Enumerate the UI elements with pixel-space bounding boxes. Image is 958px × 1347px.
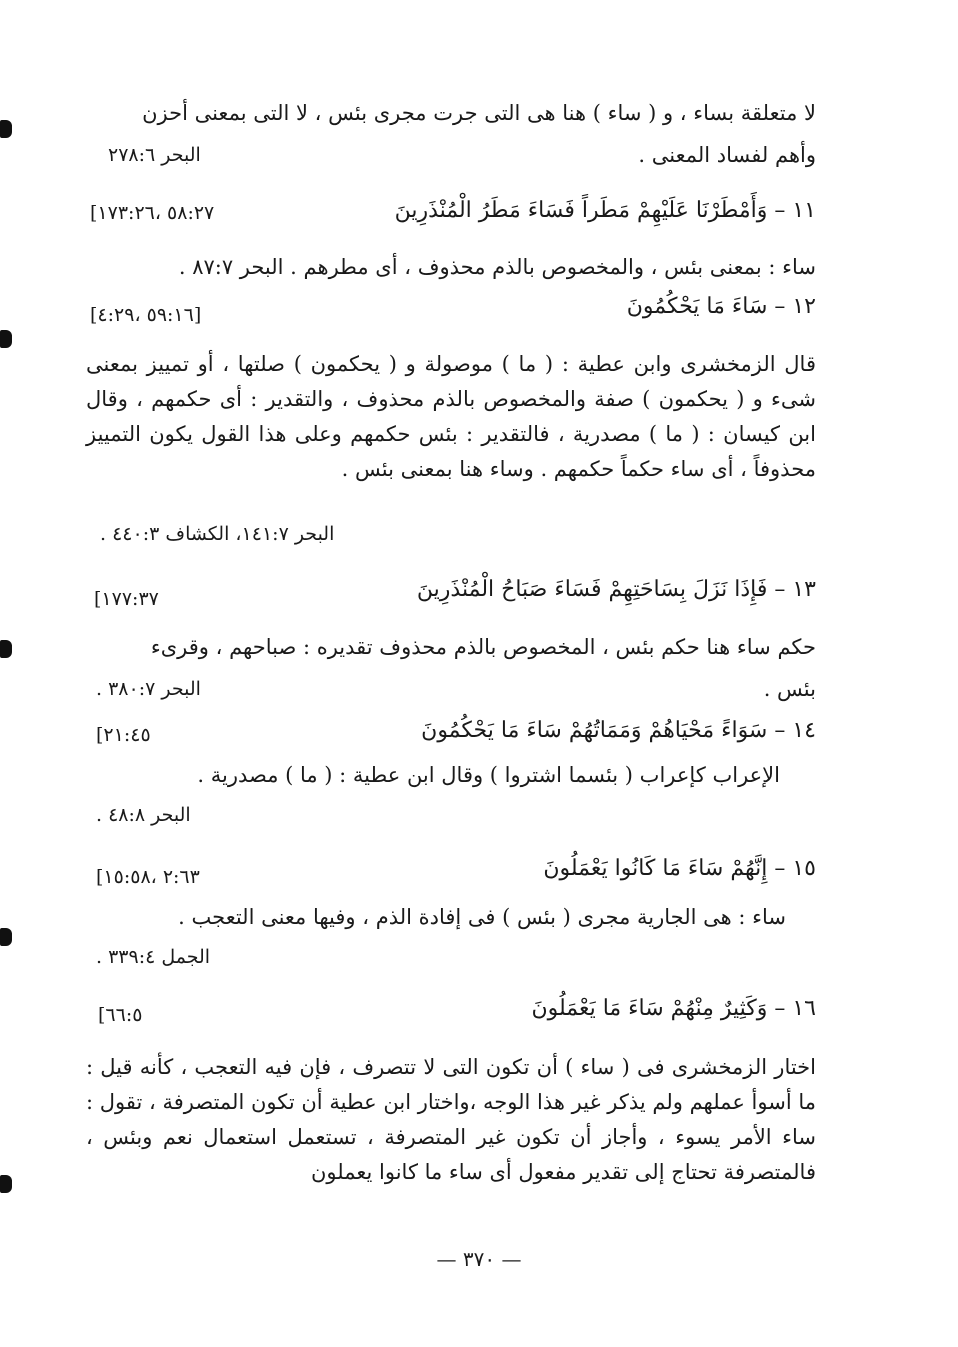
verse-14: ١٤ – سَوَاءً مَحْيَاهُمْ وَمَمَاتُهُمْ سَاءَ مَا يَحْكُمُونَ: [421, 718, 816, 743]
commentary-line: ساء : هى الجارية مجرى ( بئس ) فى إفادة الذم ، وفيها معنى التعجب .: [178, 905, 786, 929]
page-number: — ٣٧٠ —: [436, 1247, 522, 1271]
verse-12: ١٢ – سَاءَ مَا يَحْكُمُونَ: [626, 294, 816, 319]
source-citation: الجمل ٣٣٩:٤ .: [96, 946, 211, 968]
verse-11: ١١ – وَأَمْطَرْنَا عَلَيْهِمْ مَطَراً فَسَاءَ مَطَرُ الْمُنْذَرِينَ: [394, 198, 816, 223]
verse-reference: [٥٩:١٦ ،٤:٢٩]: [90, 304, 202, 326]
verse-reference: [٦٦:٥: [98, 1004, 143, 1026]
verse-16: ١٦ – وَكَثِيرٌ مِنْهُمْ سَاءَ مَا يَعْمَلُونَ: [531, 996, 816, 1021]
verse-reference: [٢١:٤٥: [96, 724, 151, 746]
verse-reference: [١٧٧:٣٧: [94, 588, 159, 610]
text-line: لا متعلقة بساء ، و ( ساء ) هنا هى التى جرت مجرى بئس ، لا التى بمعنى أحزن: [142, 101, 816, 125]
binding-mark: [0, 928, 12, 946]
verse-13: ١٣ – فَإِذَا نَزَلَ بِسَاحَتِهِمْ فَسَاءَ صَبَاحُ الْمُنْذَرِينَ: [416, 577, 816, 602]
commentary-line: بئس .: [763, 677, 816, 701]
text-line: وأهم لفساد المعنى .: [638, 143, 816, 167]
binding-mark: [0, 640, 12, 658]
source-citation: البحر ٢٧٨:٦: [108, 144, 201, 166]
binding-mark: [0, 120, 12, 138]
source-citation: البحر ٣٨٠:٧ .: [96, 678, 201, 700]
commentary-paragraph: اختار الزمخشرى فى ( ساء ) أن تكون التى لا تتصرف ، فإن فيه التعجب ، كأنه قيل : ما أسوأ عملهم ولم يذكر غير هذا الوجه ،واختار ابن عطية أن تكون المتصرفة ، تقول : ساء الأمر يسوء ، وأجاز أن تكون غير المتصرفة ، تستعمل استعمال نعم وبئس ، فالمتصرفة تحتاج إلى تقدير مفعول أى ساء ما كانوا يعملون: [86, 1055, 816, 1184]
commentary-paragraph: قال الزمخشرى وابن عطية : ( ما ) موصولة و ( يحكمون ) صلتها ، أو تمييز بمعنى شىء و ( يحكمون ) صفة والمخصوص بالذم محذوف ، والتقدير : أى حكمهم ، وقال ابن كيسان : ( ما ) مصدرية ، فالتقدير : بئس حكمهم وعلى هذا القول يكون التمييز محذوفاً ، أى ساء حكماً حكمهم . وساء هنا بمعنى بئس .: [86, 352, 816, 481]
verse-reference: [٢:٦٣ ،١٥:٥٨: [96, 866, 200, 888]
source-citation: البحر ١٤١:٧، الكشاف ٤٤٠:٣ .: [100, 523, 335, 545]
commentary-line: ساء : بمعنى بئس ، والمخصوص بالذم محذوف ، أى مطرهم . البحر ٨٧:٧ .: [178, 255, 816, 279]
binding-mark: [0, 1175, 12, 1193]
source-citation: البحر ٤٨:٨ .: [96, 804, 191, 826]
verse-15: ١٥ – إِنَّهُمْ سَاءَ مَا كَانُوا يَعْمَلُونَ: [543, 856, 816, 881]
commentary-line: الإعراب كإعراب ( بئسما اشتروا ) وقال ابن عطية : ( ما ) مصدرية .: [197, 763, 780, 787]
commentary-line: حكم ساء هنا حكم بئس ، المخصوص بالذم محذوف تقديره : صباحهم ، وقرىء: [150, 635, 816, 659]
verse-reference: [٥٨:٢٧ ،١٧٣:٢٦: [90, 202, 215, 224]
binding-mark: [0, 330, 12, 348]
